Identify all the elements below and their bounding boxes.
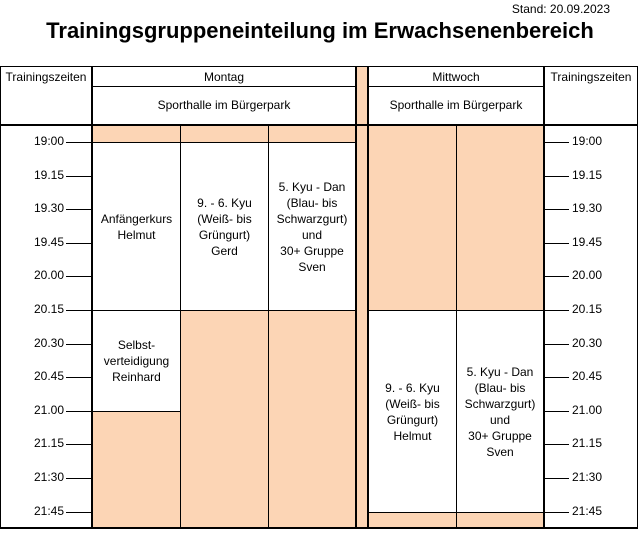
- time-tick-left: [66, 142, 92, 143]
- time-tick-right: [545, 478, 569, 479]
- time-tick-right: [545, 512, 569, 513]
- schedule-grid: [0, 66, 640, 530]
- block-mon-beginner: Anfängerkurs Helmut: [100, 211, 173, 242]
- time-tick-right: [545, 377, 569, 378]
- time-label-left: 20.45: [33, 369, 64, 383]
- time-label-right: 20.45: [572, 369, 603, 383]
- block-wed-kyu-low: 9. - 6. Kyu (Weiß- bis Grüngurt) Helmut: [385, 380, 440, 443]
- block-mon-self-defense: Selbst- verteidigung Reinhard: [103, 338, 170, 384]
- time-tick-left: [66, 512, 92, 513]
- time-label-right: 20.30: [572, 336, 603, 350]
- time-tick-left: [66, 243, 92, 244]
- time-tick-left: [66, 209, 92, 210]
- time-label-right: 21:30: [572, 470, 603, 484]
- page-title: Trainingsgruppeneinteilung im Erwachsenenbereich: [46, 18, 594, 43]
- time-tick-left: [66, 478, 92, 479]
- header-wednesday: Mittwoch: [432, 70, 480, 84]
- time-tick-left: [66, 344, 92, 345]
- empty-slot: [93, 411, 181, 528]
- time-label-left: 20.15: [33, 302, 64, 316]
- block-mon-kyu-low: 9. - 6. Kyu (Weiß- bis Grüngurt) Gerd: [197, 195, 252, 258]
- time-label-left: 21.00: [33, 403, 64, 417]
- time-label-right: 20.15: [572, 302, 603, 316]
- time-label-right: 20.00: [572, 268, 603, 282]
- time-label-right: 21.00: [572, 403, 603, 417]
- header-times-right: Trainingszeiten: [550, 70, 632, 84]
- time-tick-right: [545, 209, 569, 210]
- time-tick-right: [545, 344, 569, 345]
- time-tick-right: [545, 142, 569, 143]
- time-label-left: 21.15: [33, 436, 64, 450]
- time-label-left: 20.00: [33, 268, 64, 282]
- time-label-left: 21:30: [33, 470, 64, 484]
- time-tick-left: [66, 276, 92, 277]
- block-wed-kyu-high: 5. Kyu - Dan (Blau- bis Schwarzgurt) und 30+ Gruppe Sven: [464, 364, 536, 459]
- time-label-right: 21.15: [572, 436, 603, 450]
- time-label-left: 19.15: [33, 168, 64, 182]
- time-tick-right: [545, 243, 569, 244]
- venue-wednesday: Sporthalle im Bürgerpark: [389, 98, 523, 112]
- time-tick-right: [545, 444, 569, 445]
- time-label-left: 19.45: [33, 235, 64, 249]
- time-label-right: 21:45: [572, 504, 603, 518]
- time-label-right: 19.30: [572, 201, 603, 215]
- header-monday: Montag: [203, 70, 245, 84]
- time-tick-left: [66, 176, 92, 177]
- time-label-left: 19:00: [33, 134, 64, 148]
- venue-monday: Sporthalle im Bürgerpark: [157, 98, 291, 112]
- time-tick-left: [66, 444, 92, 445]
- time-tick-left: [66, 411, 92, 412]
- time-tick-right: [545, 411, 569, 412]
- time-tick-left: [66, 377, 92, 378]
- time-label-left: 19.30: [33, 201, 64, 215]
- time-label-left: 21:45: [33, 504, 64, 518]
- empty-slot: [93, 125, 355, 142]
- time-label-right: 19:00: [572, 134, 603, 148]
- time-tick-right: [545, 276, 569, 277]
- time-label-left: 20.30: [33, 336, 64, 350]
- block-mon-kyu-high: 5. Kyu - Dan (Blau- bis Schwarzgurt) und 30+ Gruppe Sven: [276, 179, 348, 274]
- date-stamp: Stand: 20.09.2023: [511, 2, 610, 16]
- time-tick-right: [545, 310, 569, 311]
- time-label-right: 19.45: [572, 235, 603, 249]
- header-times-left: Trainingszeiten: [5, 70, 87, 84]
- time-label-right: 19.15: [572, 168, 603, 182]
- time-tick-left: [66, 310, 92, 311]
- time-tick-right: [545, 176, 569, 177]
